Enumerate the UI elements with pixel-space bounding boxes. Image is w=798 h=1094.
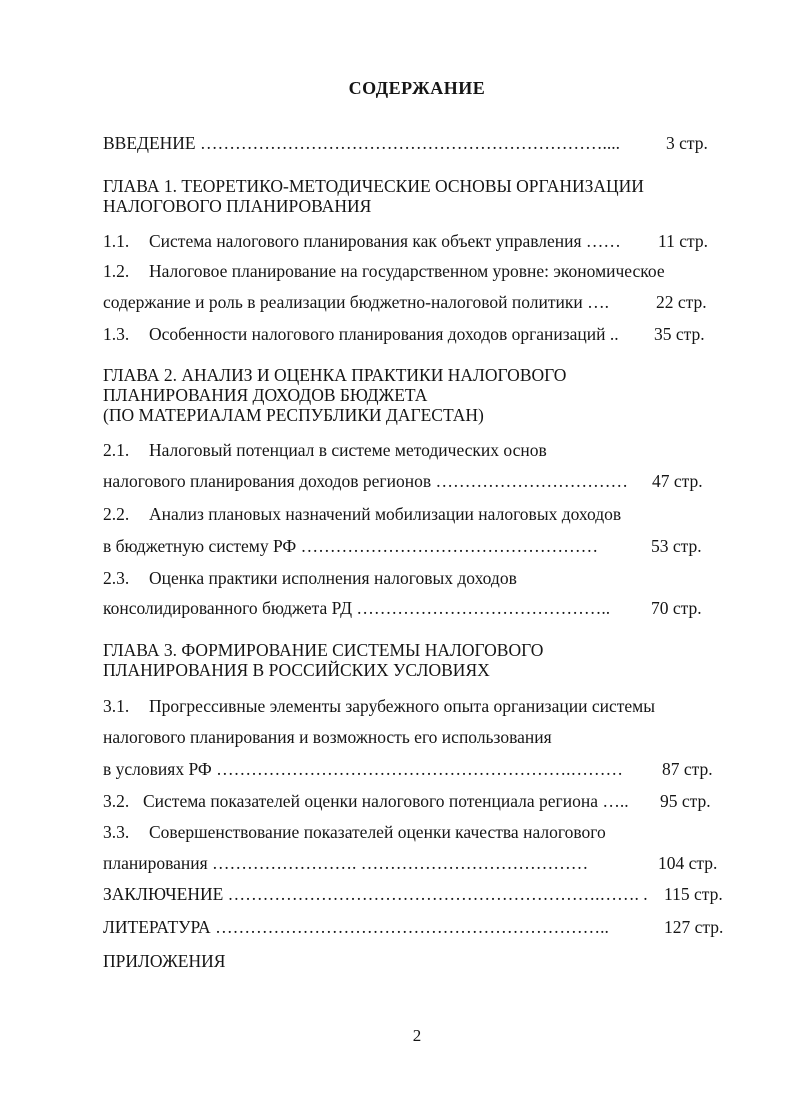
entry-page-2-2: 53 стр.: [651, 536, 702, 556]
entry-text: Совершенствование показателей оценки качества налогового: [149, 822, 606, 842]
chapter-line: ГЛАВА 3. ФОРМИРОВАНИЕ СИСТЕМЫ НАЛОГОВОГО: [103, 640, 544, 660]
entry-text: ЛИТЕРАТУРА …………………………………………………………..: [103, 917, 609, 937]
toc-entry-2-2-cont: [103, 535, 598, 557]
entry-text: Налоговый потенциал в системе методических основ: [149, 440, 547, 460]
toc-entry-3-3: [103, 821, 606, 843]
entry-page-2-1: 47 стр.: [652, 471, 703, 491]
toc-entry-2-1-cont: [103, 470, 628, 492]
chapter-line: НАЛОГОВОГО ПЛАНИРОВАНИЯ: [103, 196, 372, 216]
chapter-3-heading: [103, 640, 543, 680]
toc-entry-3-1: [103, 695, 655, 717]
toc-entry-3-1-cont: [103, 726, 552, 748]
toc-entry-3-1-cont2: [103, 758, 623, 780]
leader-dots: ……………………………………………………………....: [200, 133, 621, 153]
toc-entry-1-1: [103, 230, 621, 252]
entry-text: Прогрессивные элементы зарубежного опыта организации системы: [149, 696, 655, 716]
entry-text: в условиях РФ …………………………………………………….………: [103, 759, 623, 779]
entry-page-literature: 127 стр.: [664, 917, 724, 937]
section-number: 1.1.: [103, 231, 130, 251]
entry-text: в бюджетную систему РФ ……………………………………………: [103, 536, 599, 556]
entry-text: консолидированного бюджета РД ……………………………………..: [103, 598, 611, 618]
entry-text: планирования ……………………. …………………………………: [103, 853, 589, 873]
section-number: 2.3.: [103, 568, 130, 588]
section-number: 2.1.: [103, 440, 130, 460]
entry-page-3-2: 95 стр.: [660, 791, 711, 811]
toc-entry-1-3: [103, 323, 619, 345]
entry-page-3-3: 104 стр.: [658, 853, 718, 873]
toc-entry-2-3-cont: [103, 597, 610, 619]
chapter-line: (ПО МАТЕРИАЛАМ РЕСПУБЛИКИ ДАГЕСТАН): [103, 405, 484, 425]
toc-entry-literature: [103, 916, 609, 938]
toc-entry-appendices: [103, 950, 225, 972]
entry-page-1-3: 35 стр.: [654, 324, 705, 344]
toc-entry-2-2: [103, 503, 621, 525]
toc-entry-3-2: [103, 790, 629, 812]
section-number: 1.3.: [103, 324, 130, 344]
page-number: 2: [412, 1026, 422, 1045]
toc-entry-1-2: [103, 260, 665, 282]
section-number: 2.2.: [103, 504, 130, 524]
entry-text: Особенности налогового планирования доходов организаций ..: [149, 324, 619, 344]
entry-page-conclusion: 115 стр.: [664, 884, 723, 904]
toc-entry-conclusion: [103, 883, 648, 905]
section-number: 3.3.: [103, 822, 130, 842]
toc-entry-1-2-cont: [103, 291, 609, 313]
entry-page-intro: 3 стр.: [666, 133, 708, 153]
entry-page-1-2: 22 стр.: [656, 292, 707, 312]
entry-text: налогового планирования доходов регионов ……………………………: [103, 471, 628, 491]
section-number: 1.2.: [103, 261, 130, 281]
chapter-line: ПЛАНИРОВАНИЯ ДОХОДОВ БЮДЖЕТА: [103, 385, 428, 405]
entry-page-1-1: 11 стр.: [658, 231, 708, 251]
entry-text: ПРИЛОЖЕНИЯ: [103, 951, 226, 971]
toc-title: СОДЕРЖАНИЕ: [348, 78, 486, 98]
chapter-2-heading: [103, 365, 566, 425]
entry-text: ЗАКЛЮЧЕНИЕ ……………………………………………………….……. .: [103, 884, 648, 904]
entry-text: Система налогового планирования как объект управления ……: [149, 231, 621, 251]
toc-entry-intro: [103, 132, 620, 154]
toc-entry-2-1: [103, 439, 547, 461]
chapter-1-heading: [103, 176, 644, 216]
entry-text: Оценка практики исполнения налоговых доходов: [149, 568, 517, 588]
entry-text: содержание и роль в реализации бюджетно-налоговой политики ….: [103, 292, 610, 312]
chapter-line: ПЛАНИРОВАНИЯ В РОССИЙСКИХ УСЛОВИЯХ: [103, 660, 490, 680]
entry-text: Система показателей оценки налогового потенциала региона …..: [143, 791, 629, 811]
section-number: 3.2.: [103, 791, 130, 811]
entry-text: Налоговое планирование на государственном уровне: экономическое: [149, 261, 665, 281]
toc-entry-3-3-cont: [103, 852, 588, 874]
entry-text: налогового планирования и возможность его использования: [103, 727, 552, 747]
section-number: 3.1.: [103, 696, 130, 716]
entry-page-2-3: 70 стр.: [651, 598, 702, 618]
chapter-line: ГЛАВА 2. АНАЛИЗ И ОЦЕНКА ПРАКТИКИ НАЛОГОВОГО: [103, 365, 567, 385]
toc-entry-2-3: [103, 567, 517, 589]
entry-text: ВВЕДЕНИЕ: [103, 133, 196, 153]
entry-page-3-1: 87 стр.: [662, 759, 713, 779]
entry-text: Анализ плановых назначений мобилизации налоговых доходов: [149, 504, 622, 524]
chapter-line: ГЛАВА 1. ТЕОРЕТИКО-МЕТОДИЧЕСКИЕ ОСНОВЫ ОРГАНИЗАЦИИ: [103, 176, 644, 196]
